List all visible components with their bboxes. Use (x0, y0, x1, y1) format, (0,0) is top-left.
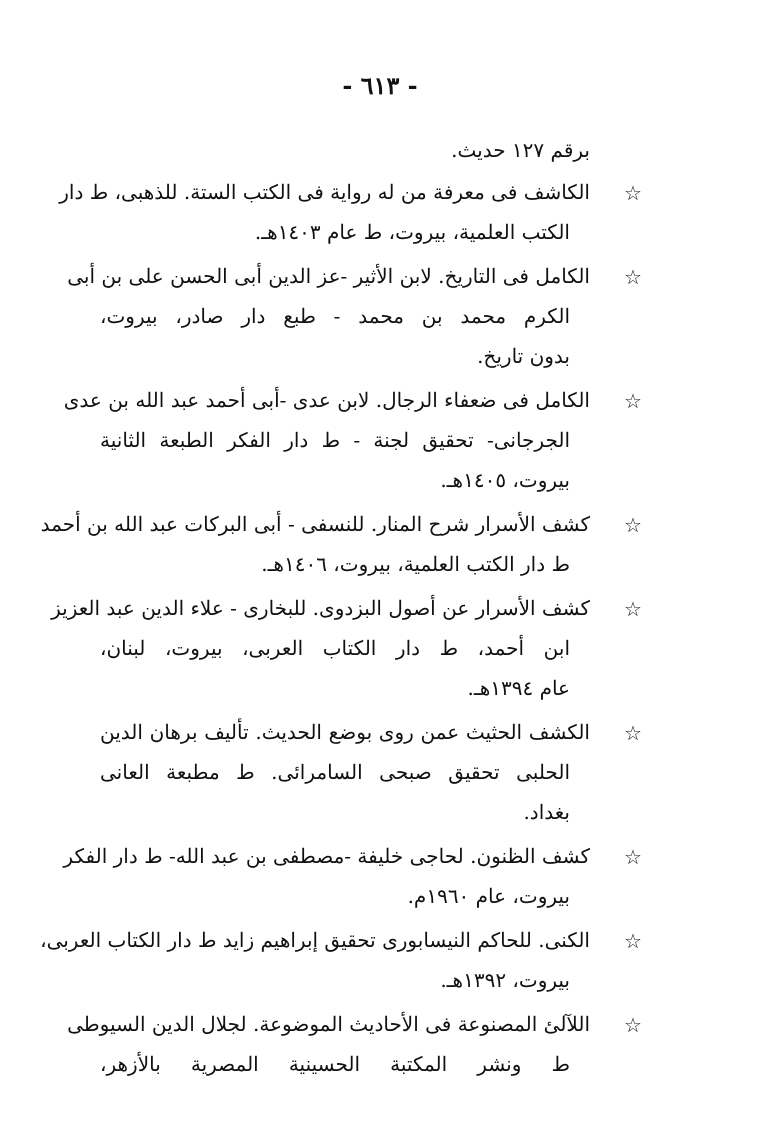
star-icon: ☆ (624, 265, 642, 289)
star-icon: ☆ (624, 1013, 642, 1037)
entry-line: ط ونشر المكتبة الحسينية المصرية بالأزهر، (100, 1052, 570, 1076)
bibliography-entry (0, 1004, 760, 1084)
star-icon: ☆ (624, 389, 642, 413)
entry-text (100, 712, 590, 832)
entry-line: ابن أحمد، ط دار الكتاب العربى، بيروت، لبنان، (100, 636, 570, 660)
entry-line: بيروت، عام ١٩٦٠م. (407, 884, 570, 908)
bibliography-entry (0, 172, 760, 252)
entry-line: اللآلئ المصنوعة فى الأحاديث الموضوعة. لجلال الدين السيوطى (67, 1012, 590, 1036)
entry-line: بيروت، ١٣٩٢هـ. (440, 968, 570, 992)
entry-line: ط دار الكتب العلمية، بيروت، ١٤٠٦هـ. (261, 552, 570, 576)
entry-line: الكامل فى ضعفاء الرجال. لابن عدى -أبى أحمد عبد الله بن عدى (63, 388, 590, 412)
entry-line: الحلبى تحقيق صبحى السامرائى. ط مطبعة العانى (100, 760, 570, 784)
star-icon: ☆ (624, 929, 642, 953)
entry-line: الكشف الحثيث عمن روى بوضع الحديث. تأليف برهان الدين (100, 720, 590, 744)
bibliography-entry (0, 920, 760, 1000)
entry-text (40, 920, 590, 1000)
entry-line: كشف الظنون. لحاجى خليفة -مصطفى بن عبد الله- ط دار الفكر (63, 844, 590, 868)
bibliography-entry (0, 380, 760, 500)
bibliography-entry (0, 588, 760, 708)
entry-text (67, 256, 590, 376)
entry-text (63, 380, 590, 500)
bibliography-list (0, 172, 760, 1088)
star-icon: ☆ (624, 721, 642, 745)
entry-line: عام ١٣٩٤هـ. (467, 676, 570, 700)
entry-text (67, 1004, 590, 1084)
entry-line: الكتب العلمية، بيروت، ط عام ١٤٠٣هـ. (254, 220, 570, 244)
entry-text (63, 836, 590, 916)
entry-line: الكاشف فى معرفة من له رواية فى الكتب الستة. للذهبى، ط دار (59, 180, 590, 204)
entry-line: الكامل فى التاريخ. لابن الأثير -عز الدين أبى الحسن على بن أبى (67, 264, 590, 288)
entry-line: الكرم محمد بن محمد - طبع دار صادر، بيروت، (100, 304, 570, 328)
star-icon: ☆ (624, 845, 642, 869)
bibliography-entry (0, 836, 760, 916)
entry-text (51, 588, 590, 708)
star-icon: ☆ (624, 513, 642, 537)
bibliography-entry (0, 256, 760, 376)
page-number: - ٦١٣ - (342, 71, 418, 100)
entry-line: بيروت، ١٤٠٥هـ. (440, 468, 570, 492)
entry-line: الجرجانى- تحقيق لجنة - ط دار الفكر الطبعة الثانية (100, 428, 570, 452)
bibliography-entry (0, 712, 760, 832)
entry-text (59, 172, 590, 252)
star-icon: ☆ (624, 181, 642, 205)
bibliography-entry (0, 504, 760, 584)
star-icon: ☆ (624, 597, 642, 621)
entry-line: الكنى. للحاكم النيسابورى تحقيق إبراهيم زايد ط دار الكتاب العربى، (40, 928, 590, 952)
entry-line: بدون تاريخ. (477, 344, 570, 368)
entry-line: كشف الأسرار شرح المنار. للنسفى - أبى البركات عبد الله بن أحمد (40, 512, 590, 536)
intro-line: برقم ١٢٧ حديث. (451, 138, 590, 162)
entry-line: بغداد. (523, 800, 570, 824)
entry-text (40, 504, 590, 584)
entry-line: كشف الأسرار عن أصول البزدوى. للبخارى - علاء الدين عبد العزيز (51, 596, 590, 620)
